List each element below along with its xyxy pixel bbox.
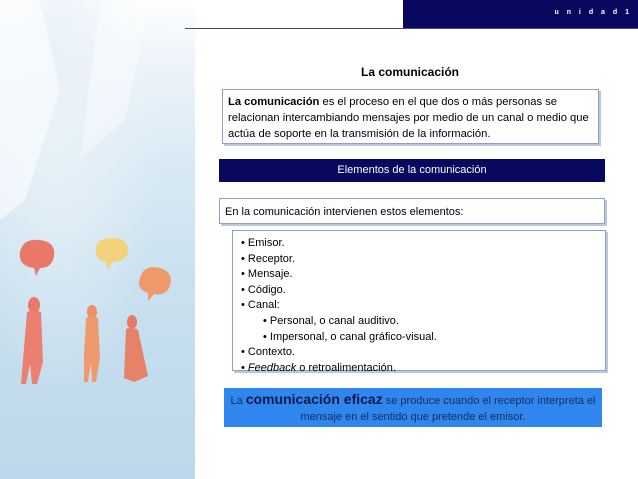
speech-bubble-orange (139, 267, 171, 301)
feedback-bullet: • (241, 361, 248, 374)
definition-term: La comunicación (228, 96, 320, 108)
speech-bubble-yellow (96, 238, 128, 271)
list-item-emisor: • Emisor. (241, 237, 285, 249)
person-left (21, 297, 43, 384)
effective-text: se produce cuando el receptor interpreta el mensaje en el sentido que pretende el emisor. (300, 395, 596, 423)
list-item-contexto: • Contexto. (241, 346, 295, 359)
elements-list (232, 230, 606, 374)
list-item-canal-personal: • Personal, o canal auditivo. (263, 314, 399, 327)
header-bar (185, 0, 638, 29)
list-item-codigo: • Código. (241, 283, 286, 296)
people-with-speech-bubbles-illustration (0, 0, 195, 479)
intro-text: En la comunicación intervienen estos elementos: (219, 198, 605, 224)
list-item-receptor: • Receptor. (241, 252, 295, 265)
feedback-text: o retroalimentación. (296, 361, 396, 374)
effective-communication-box (224, 388, 602, 427)
list-item-canal: • Canal: (241, 299, 280, 312)
definition-text: es el proceso en el que dos o más personas se relacionan intercambiando mensajes por medio de un canal o medio que actúa de soporte en la transmisión de la información. (228, 96, 589, 140)
person-middle (84, 305, 100, 382)
header-navy-block (403, 0, 638, 28)
list-item-mensaje: • Mensaje. (241, 268, 293, 281)
unit-label: u n i d a d 1 (554, 9, 632, 16)
definition-box (222, 89, 599, 144)
list-item-feedback (241, 361, 597, 377)
feedback-term: Feedback (247, 361, 297, 374)
elements-heading: Elementos de la comunicación (219, 159, 605, 182)
speech-bubble-red (20, 240, 54, 276)
effective-term: comunicación eficaz (245, 391, 383, 407)
person-right (124, 315, 148, 382)
page-title: La comunicación (360, 65, 460, 79)
effective-prefix: La (230, 395, 246, 407)
list-item-canal-impersonal: • Impersonal, o canal gráfico-visual. (263, 330, 437, 343)
decorative-illustration (0, 0, 195, 479)
